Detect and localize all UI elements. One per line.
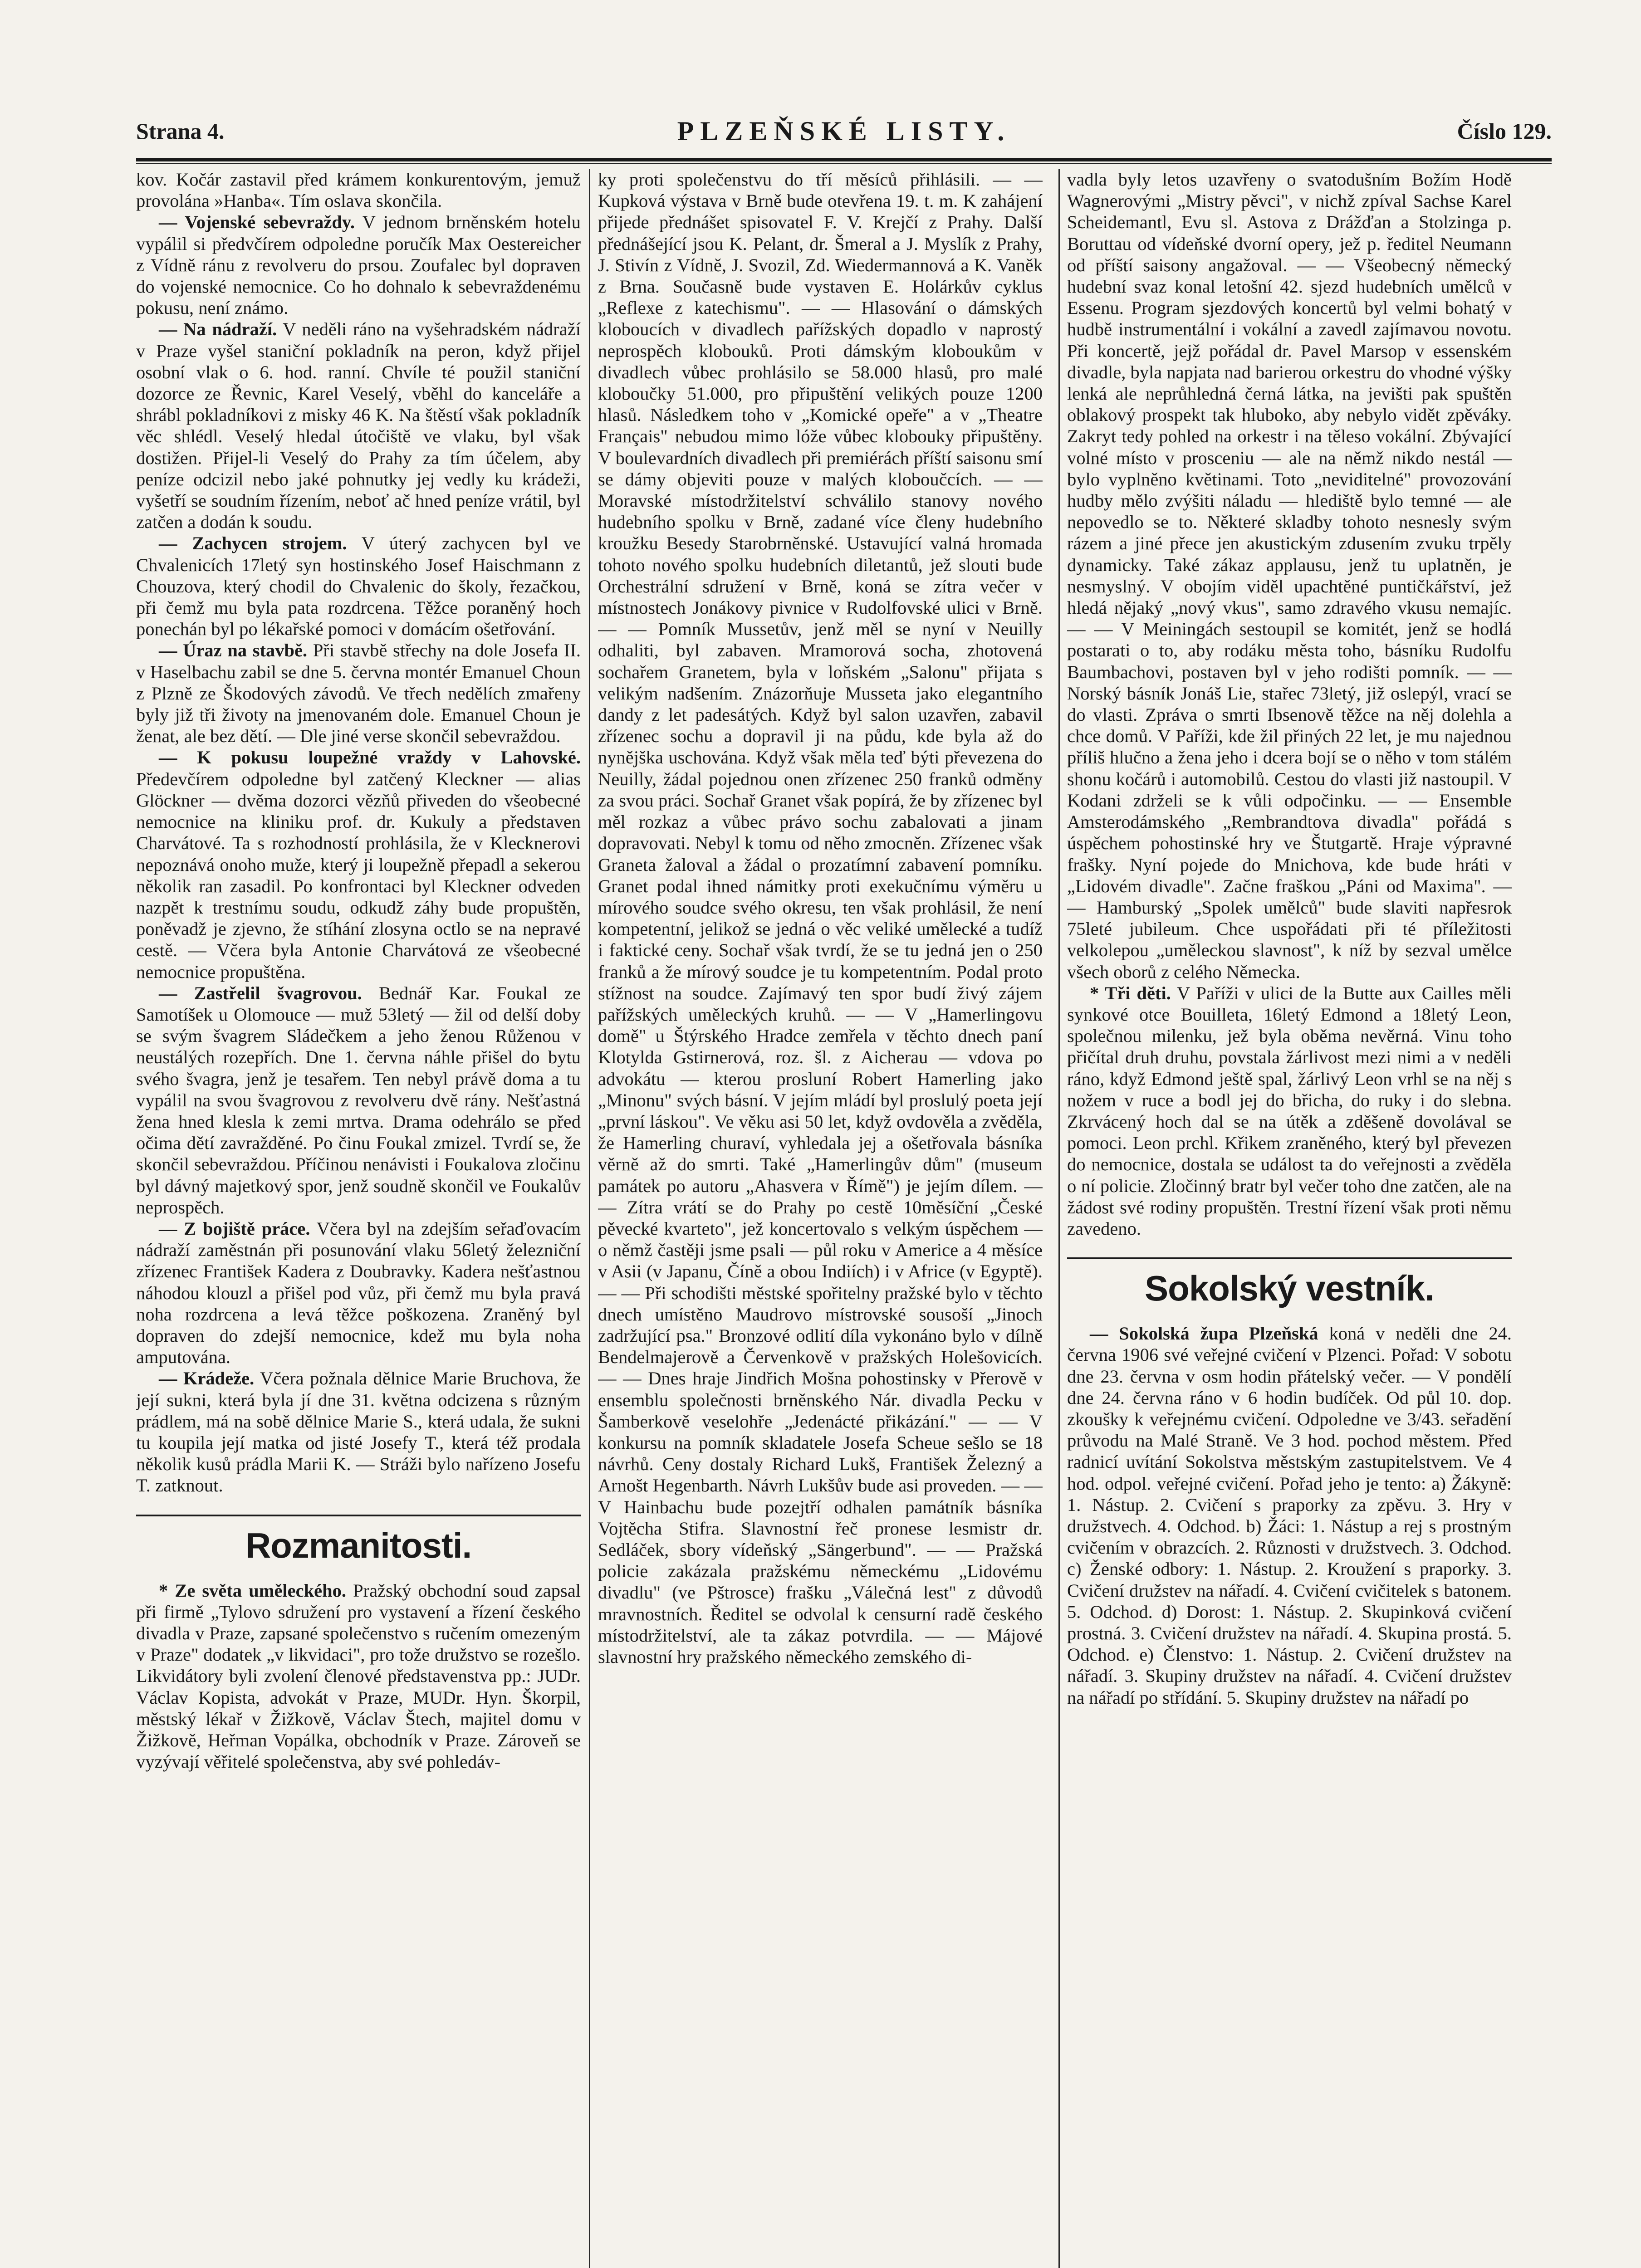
article: [1067, 1323, 1512, 1708]
article-body: Včera požnala dělnice Marie Bruchova, že její sukni, která byla jí dne 31. května odcizena s různým prádlem, má na sobě dělnice Marie S., která udala, že sukni tu koupila její matka od jisté Josefy T., která též prodala několik kusů prádla Marii K. — Stráži bylo nařízeno Josefu T. zatknout.: [136, 1368, 581, 1496]
article-text: kov. Kočár zastavil před krámem konkurentovým, jemuž provolána »Hanba«. Tím oslava skončila.: [136, 169, 581, 211]
column-1: [136, 169, 581, 2268]
article: [1067, 982, 1512, 1239]
header-rule-thin: [136, 163, 1552, 164]
article-body: Při stavbě střechy na dole Josefa II. v Haselbachu zabil se dne 5. června montér Emanuel Choun z Plzně ze Škodových závodů. Ve třech nedělích zmařeny byly již tři životy na jmenovaném dole. Emanuel Choun je ženat, ale bez dětí. — Dle jiné verse skončil sebevraždou.: [136, 640, 581, 747]
column-2: [598, 169, 1043, 2268]
article: [136, 211, 581, 318]
article-text: vadla byly letos uzavřeny o svatodušním Božím Hodě Wagnerovými „Mistry pěvci", v nichž zpíval Sachse Karel Scheidemantl, Evu sl. Astova z Drážďan a Stolzinga p. Boruttau od vídeňské dvorní opery, jež p. ředitel Neumann od příští saisony angažoval. — — Všeobecný německý hudební svaz konal letošní 42. sjezd hudebních umělců v Essenu. Program sjezdových koncertů byl velmi bohatý v hudbě instrumentální i vokální a zavedl zajímavou novotu. Při koncertě, jejž pořádal dr. Pavel Marsop v essenském divadle, byla napjata nad barierou orkestru do vhodné výšky lenká ale neprůhledná černá látka, na jevišti pak spuštěn oblakový prospekt tak hluboko, aby nebylo vidět zpěváky. Zakryt tedy pohled na orkestr i na těleso vokální. Zbývající volné místo v prosceniu — ale na němž nikdo nestál — bylo vyplněno květinami. Toto „neviditelné" provozování hudby mělo zvýšiti náladu — hlediště bylo temné — ale nepovedlo se to. Některé skladby tohoto nesnesly svým rázem a jiné přece jen akustickým zdusením zvuku trpěly dynamicky. Také zákaz applausu, jenž tu uplatněn, je nesmyslný. V obojím viděl upachtěné puntičkářství, jež hledá nějaký „nový vkus", samo zdravého vkusu nemajíc. — — V Meiningách sestoupil se komitét, jenž se hodlá postarati o to, aby rodáku města toho, básníku Rudolfu Baumbachovi, postaven byl v jeho rodišti pomník. — — Norský básník Jonáš Lie, stařec 73letý, již oslepýl, vrací se do vlasti. Zpráva o smrti Ibsenově těžce na něj dolehla a chce domů. V Paříži, kde žil přiných 22 let, je mu najednou příliš hlučno a žena jeho i dcera bojí se o něho v tom stálém shonu kočárů i automobilů. Cestou do vlasti již nastoupil. V Kodani zdrželi se k vůli odpočinku. — — Ensemble Amsterodámského „Rembrandtova divadla" pořádá s úspěchem pohostinské hry ve Štutgartě. Hraje výpravné frašky. Nyní pojede do Mnichova, kde bude hráti v „Lidovém divadle". Začne fraškou „Páni od Maxima". — — Hamburský „Spolek umělců" bude slaviti napřesrok 75leté jubileum. Chce uspořádati při té příležitosti velkolepou „uměleckou slavnost", k níž by sezval umělce všech oborů z celého Německa.: [1067, 169, 1512, 982]
article-heading: — K pokusu loupežné vraždy v Lahovské.: [159, 747, 581, 768]
page-header: [136, 116, 1552, 156]
article: [136, 1368, 581, 1496]
page-number: Strana 4.: [136, 118, 225, 144]
issue-number: Číslo 129.: [1457, 118, 1552, 144]
article-heading: — Úraz na stavbě.: [159, 640, 308, 661]
article: [136, 1580, 581, 1773]
article: [136, 533, 581, 640]
article: [136, 982, 581, 1218]
article-heading: — Krádeže.: [159, 1368, 255, 1389]
article-heading: — Na nádraží.: [159, 319, 277, 340]
column-divider-2: [1058, 169, 1060, 2268]
article: [136, 640, 581, 747]
article-body: koná v neděli dne 24. června 1906 své veřejné cvičení v Plzenci. Pořad: V sobotu dne 23. června v osm hodin přátelský večer. — V pondělí dne 24. června ráno v 6 hodin budíček. Od půl 10. dop. zkoušky k veřejnému cvičení. Odpoledne ve 3/43. seřadění průvodu na Malé Straně. Ve 3 hod. pochod městem. Před radnicí uvítání Sokolstva městským zastupitelstvem. Ve 4 hod. odpol. veřejné cvičení. Pořad jeho je tento: a) Žákyně: 1. Nástup. 2. Cvičení s praporky za zpěvu. 3. Hry v družstvech. 4. Odchod. b) Žáci: 1. Nástup a rej s prostným cvičením v obrazcích. 2. Různosti v družstvech. 3. Odchod. c) Ženské odbory: 1. Nástup. 2. Kroužení s praporky. 3. Cvičení družstev na nářadí. 4. Cvičení cvičitelek s batonem. 5. Odchod. d) Dorost: 1. Nástup. 2. Skupinková cvičení prostná. 3. Cvičení družstev na nářadí. 4. Skupina prostá. 5. Odchod. e) Členstvo: 1. Nástup. 2. Cvičení družstev na nářadí. 3. Skupiny družstev na nářadí. 4. Cvičení družstev na nářadí po střídání. 5. Skupiny družstev na nářadí po: [1067, 1323, 1512, 1708]
article-text: ky proti společenstvu do tří měsíců přihlásili. — — Kupková výstava v Brně bude otevřena 19. t. m. K zahájení přijede přednášet spisovatel F. V. Krejčí z Prahy. Další přednášející jsou K. Pelant, dr. Šmeral a J. Myslík z Prahy, J. Stivín z Vídně, J. Svozil, Zd. Wiedermannová a K. Vaněk z Brna. Současně bude vystaven E. Holárkův cyklus „Reflexe z katechismu". — — Hlasování o dámských kloboucích v divadlech pařížských dopadlo v naprostý neprospěch klobouků. Proti dámským kloboukům v divadlech vůbec prohlásilo se 58.000 hlasů, pro malé kloboučky 51.000, pro připuštění velikých pouze 1200 hlasů. Následkem toho v „Komické opeře" a v „Theatre Français" nebudou mimo lóže vůbec klobouky připuštěny. V boulevardních divadlech při premiérách příští saisonu smí se dámy objeviti pouze v malých kloboučcích. — — Moravské místodržitelství schválilo stanovy nového hudebního spolku v Brně, zadané více členy hudebního kroužku Besedy Starobrněnské. Ustavující valná hromada tohoto nového spolku hudebních diletantů, jež slouti bude Orchestrální sdružení v Brně, koná se zítra večer v místnostech Jonákovy pivnice v Rudolfovské ulici v Brně. — — Pomník Mussetův, jenž měl se nyní v Neuilly odhaliti, byl zabaven. Mramorová socha, zhotovená sochařem Granetem, byla v loňském „Salonu" přijata s velikým nadšením. Znázorňuje Musseta jako elegantního dandy z let padesátých. Když byl salon uzavřen, zabavil zřízenec sochu a dopravil ji na půdu, kde byla až do nynějška uschována. Když však měla teď býti převezena do Neuilly, žádal pojednou onen zřízenec 250 franků odměny za svou práci. Sochař Granet však popírá, že by zřízenec byl měl rozkaz a vůbec právo sochu zabalovati a jinam dopravovati. Nebyl k tomu od něho zmocněn. Zřízenec však Granetа žaloval a žádal o prozatímní zabavení pomníku. Granet podal ihned námitky proti exekučnímu výměru u mírového soudce svého okresu, ten však prohlásil, že není kompetentní, jelikož se jedná o věc veliké umělecké a tudíž i faktické ceny. Sochař však tvrdí, že se tu jedná jen o 250 franků a že mírový soudce je tu kompetentním. Podal proto stížnost na soudce. Zajímavý ten spor budí živý zájem pařížských uměleckých kruhů. — — V „Hamerlingovu domě" u Štýrského Hradce zemřela v těchto dnech paní Klotylda Gstirnerová, roz. šl. z Aicherau — vdova po advokátu — kterou prosluní Robert Hamerling jako „Minonu" svých básní. V jejím mládí byl proslulý poeta její „první láskou". Ve věku asi 50 let, když ovdověla a zvěděla, že Hamerling churaví, vyhledala jej a ošetřovala básníka věrně až do smrti. Také „Hamerlingův dům" (museum památek po autoru „Ahasvera v Římě") je jejím dílem. — — Zítra vrátí se do Prahy po cestě 10měsíční „České pěvecké kvarteto", jež koncertovalo s velkým úspěchem — o němž častěji jsme psali — půl roku v Americe a 4 měsíce v Asii (v Japanu, Číně a obou Indiích) i v Africe (v Egyptě). — — Při schodišti městské spořitelny pražské bylo v těchto dnech umístěno Maudrovo místrovské sousoší „Jinoch zadržující psa." Bronzové odlití díla vykonáno bylo v dílně Bendelmajerově a Červenkově v pražských Holešovicích. — — Dnes hraje Jindřich Mošna pohostinsky v Přerově v ensemblu společnosti brněnského Nár. divadla Pecku v Šamberkově veselohře „Jedenácté přikázání." — — V konkursu na pomník skladatele Josefa Scheue sešlo se 18 návrhů. Ceny dostaly Richard Lukš, František Železný a Arnošt Hegenbarth. Návrh Lukšův bude asi proveden. — — V Hainbachu bude pozejtří odhalen památník básníka Vojtěcha Stifra. Slavnostní řeč pronese lesmistr dr. Sedláček, sbory vídeňský „Sängerbund". — — Pražská policie zakázala pražskému německému „Lidovému divadlu" (ve Pštrosce) frašku „Válečná lest" z důvodů mravnostních. Ředitel se odvolal k censurní radě českého místodržitelství, ale ta zákaz potvrdila. — — Májové slavnostní hry pražského německého zemského di-: [598, 169, 1043, 1667]
newspaper-title: PLZEŇSKÉ LISTY.: [677, 116, 1011, 146]
article-body: V Paříži v ulici de la Butte aux Cailles měli synkové otce Bouilleta, 16letý Edmond a 18letý Leon, společnou milenku, jež byla oběma nevěrná. Vinu toho přičítal druh druhu, povstala žárlivost mezi nimi a v neděli ráno, když Edmond ještě spal, žárlivý Leon vrhl se na něj s nožem v ruce a bodl jej do břicha, do ruky i do slebna. Zkrvácený hoch dal se na útěk a zděšeně dovolával se pomoci. Leon prchl. Křikem zraněného, který byl převezen do nemocnice, dostala se událost ta do veřejnosti a zvěděla o ní policie. Zločinný bratr byl večer toho dne zatčen, ale na žádost své rodiny propuštěn. Trestní řízení však proti němu zavedeno.: [1067, 982, 1512, 1239]
article-heading: — Z bojiště práce.: [159, 1218, 310, 1239]
article-body: V neděli ráno na vyšehradském nádraží v Praze vyšel staniční pokladník na peron, když přijel osobní vlak o 6. hod. ranní. Chvíle té použil staniční dozorce ze Řevnic, Karel Veselý, vběhl do kanceláře a shrábl pokladníkovi z misky 46 K. Na štěstí však pokladník věc shlédl. Veselý hledal útočiště ve vlaku, byl však dostižen. Přijel-li Veselý do Prahy za tím účelem, aby peníze odcizil nebo jaké pohnutky jej vedly ku krádeži, vyšetří se soudním řízením, neboť ač hned peníze vrátil, byl zatčen a dodán k soudu.: [136, 319, 581, 533]
article-heading: — Sokolská župa Plzeňská: [1090, 1323, 1318, 1344]
article-heading: — Vojenské sebevraždy.: [159, 212, 355, 233]
article-heading: — Zachycen strojem.: [159, 533, 347, 554]
article-body: Předevčírem odpoledne byl zatčený Kleckner — alias Glöckner — dvěma dozorci vězňů přiveden do všeobecné nemocnice na kliniku prof. dr. Kukuly a představen Charvátové. Ta s rozhodností prohlásila, že v Klecknerovi nepoznává onoho muže, který ji loupežně přepadl a sekerou několik ran zasadil. Po konfrontaci byl Kleckner odveden nazpět k trestnímu soudu, odkudž záhy bude propuštěn, poněvadž je zjevno, že stíhání zlosyna octlo se na nepravé cestě. — Včera byla Antonie Charvátová ze všeobecné nemocnice propuštěna.: [136, 768, 581, 982]
article-body: Včera byl na zdejším seřaďovacím nádraží zaměstnán při posunování vlaku 56letý železniční zřízenec František Kadera z Doubravky. Kadera nešťastnou náhodou klouzl a přišel pod vůz, při čemž mu byla pravá noha rozdrcena a levá těžce poškozena. Zraněný byl dopraven do zdejší nemocnice, kdež mu byla noha amputována.: [136, 1218, 581, 1368]
article-body: V jednom brněnském hotelu vypálil si předvčírem odpoledne poručík Max Oestereicher z Vídně ránu z revolveru do prsou. Zoufalec byl dopraven do vojenské nemocnice. Co ho dohnalo k sebevraždenému pokusu, není známo.: [136, 212, 581, 318]
section-title-sokolsky-vestnik: Sokolský vestník.: [1067, 1257, 1512, 1311]
header-rule: [136, 158, 1552, 161]
article-heading: * Ze světa uměleckého.: [159, 1580, 347, 1601]
article: [136, 747, 581, 982]
section-title-rozmanitosti: Rozmanitosti.: [136, 1515, 581, 1568]
article-body: Bednář Kar. Foukal ze Samotíšek u Olomouce — muž 53letý — žil od delší doby se svým švagrem Sládečkem a jeho ženou Růženou v neustálých rozepřích. Dne 1. června náhle přišel do bytu svého švagra, jenž je tesařem. Ten nebyl právě doma a tu vypálil na svou švagrovou z revolveru dvě rány. Nešťastná žena hned klesla k zemi mrtva. Drama odehrálo se před očima dětí zavražděné. Po činu Foukal zmizel. Tvrdí se, že skončil sebevraždou. Příčinou nenávisti i Foukalova zločinu byl dávný majetkový spor, jenž soudně skončil ve Foukalův neprospěch.: [136, 982, 581, 1217]
column-3: [1067, 169, 1512, 2268]
article-heading: — Zastřelil švagrovou.: [159, 982, 362, 1003]
article: [136, 318, 581, 533]
article-body: Pražský obchodní soud zapsal při firmě „Tylovo sdružení pro vystavení a řízení českého divadla v Praze, zapsané společenstvo s ručením omezeným v Praze" dodatek „v likvidaci", pro tože družstvo se rozešlo. Likvidátory byli zvolení členové představenstva pp.: JUDr. Václav Kopista, advokát v Praze, MUDr. Hyn. Škorpil, městský lékař v Žižkově, Václav Štech, majitel domu v Žižkově, Heřman Vopálka, obchodník v Praze. Zároveň se vyzývají věřitelé společenstva, aby své pohledáv-: [136, 1580, 581, 1772]
article-heading: * Tři děti.: [1090, 982, 1171, 1003]
column-divider-1: [589, 169, 590, 2268]
article: [136, 1218, 581, 1368]
article-body: V úterý zachycen byl ve Chvalenicích 17letý syn hostinského Josef Haischmann z Chouzova, který chodil do Chvalenic do školy, řezačkou, při čemž mu byla pata rozdrcena. Těžce poraněný hoch ponechán byl po lékařské pomoci v domácím ošetřování.: [136, 533, 581, 640]
